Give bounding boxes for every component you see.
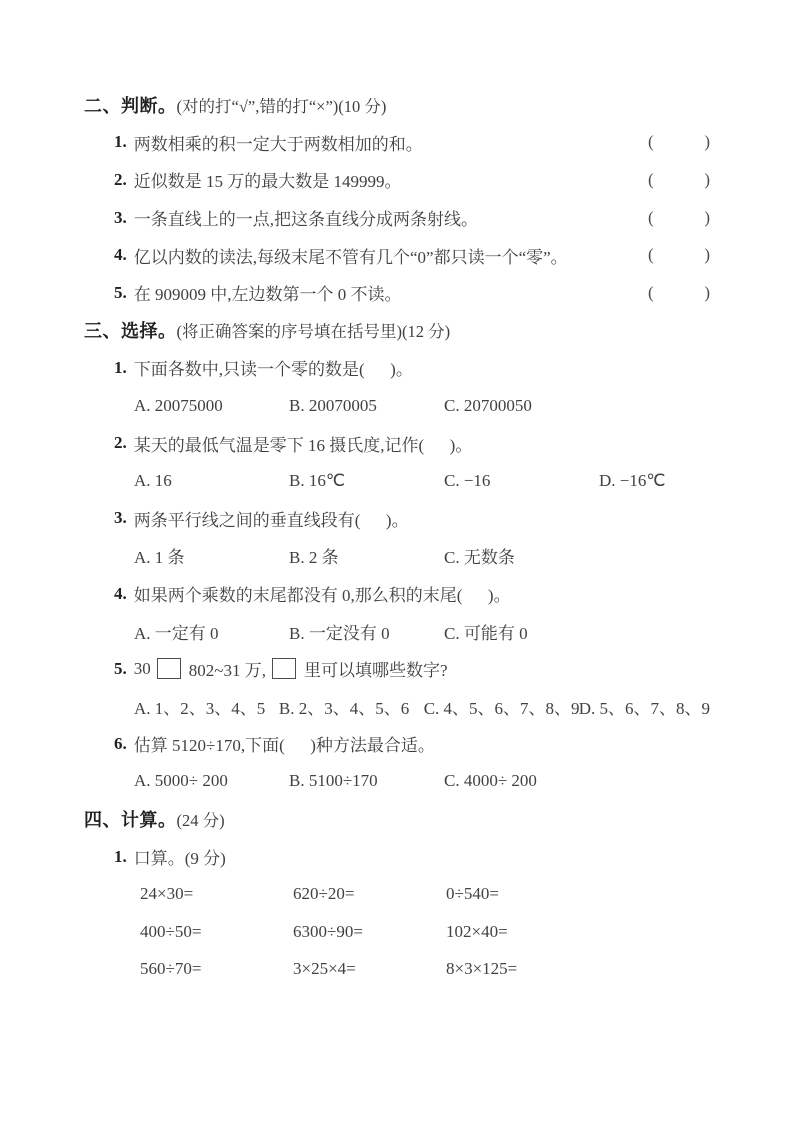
bracket-open: ( — [648, 169, 654, 189]
choice-item-3-options — [84, 537, 710, 575]
judge-section-heading — [84, 86, 710, 124]
bracket-open: ( — [648, 207, 654, 227]
bracket-close: ) — [704, 207, 710, 227]
item-number: 1. — [114, 132, 127, 152]
judge-section-title: 二、判断。 — [84, 95, 177, 116]
option-a: A. 20075000 — [134, 395, 223, 415]
option-b: B. 20070005 — [289, 395, 377, 415]
choice-item-4-options — [84, 612, 710, 650]
option-c: C. 无数条 — [444, 548, 515, 568]
item-text-part1: 30 — [133, 658, 151, 678]
bracket-close: ) — [704, 169, 710, 189]
option-b: B. 2、3、4、5、6 — [278, 698, 410, 718]
choice-item-2 — [84, 424, 710, 462]
calc-problem: 3×25×4= — [293, 959, 356, 979]
bracket-open: ( — [648, 282, 654, 302]
calc-problem: 8×3×125= — [446, 959, 518, 979]
item-number: 6. — [114, 733, 127, 753]
option-a: A. 16 — [134, 470, 172, 490]
choice-section-subtitle: (将正确答案的序号填在括号里)(12 分) — [176, 322, 451, 342]
calc-problem: 24×30= — [140, 884, 194, 904]
option-a: A. 1、2、3、4、5 — [134, 698, 266, 718]
option-a: A. 1 条 — [134, 548, 185, 568]
calc-problem: 0÷540= — [446, 884, 499, 904]
oral-calc-row-3 — [84, 951, 710, 989]
choice-item-6-options — [84, 763, 710, 801]
item-number: 5. — [114, 658, 127, 678]
judge-item-3 — [84, 199, 710, 237]
bracket-open: ( — [648, 245, 654, 265]
item-text: 两数相乘的积一定大于两数相加的和。 — [133, 134, 423, 154]
item-text: 两条平行线之间的垂直线段有( )。 — [133, 510, 409, 530]
answer-bracket-pair — [648, 170, 710, 190]
item-text: 下面各数中,只读一个零的数是( )。 — [133, 360, 413, 380]
bracket-close: ) — [704, 245, 710, 265]
judge-item-1 — [84, 124, 710, 162]
item-number: 4. — [114, 245, 127, 265]
item-number: 4. — [114, 583, 127, 603]
item-text: 口算。(9 分) — [133, 849, 226, 869]
choice-item-6 — [84, 725, 710, 763]
choice-section-title: 三、选择。 — [84, 321, 177, 342]
item-text: 如果两个乘数的末尾都没有 0,那么积的末尾( )。 — [133, 586, 511, 606]
item-text: 某天的最低气温是零下 16 摄氏度,记作( )。 — [133, 435, 473, 455]
judge-item-4 — [84, 236, 710, 274]
judge-item-5 — [84, 274, 710, 312]
item-text: 一条直线上的一点,把这条直线分成两条射线。 — [133, 210, 478, 230]
answer-bracket-pair — [648, 132, 710, 152]
blank-box — [272, 658, 296, 679]
section-choice — [84, 312, 710, 801]
option-c: C. 4000÷ 200 — [444, 771, 537, 791]
calc-section-subtitle: (24 分) — [176, 811, 225, 831]
answer-bracket-pair — [648, 245, 710, 265]
section-calc — [84, 800, 710, 988]
choice-item-2-options — [84, 462, 710, 500]
bracket-close: ) — [704, 282, 710, 302]
item-text: 亿以内数的读法,每级末尾不管有几个“0”都只读一个“零”。 — [133, 247, 568, 267]
judge-section-subtitle: (对的打“√”,错的打“×”)(10 分) — [176, 96, 387, 116]
option-b: B. 5100÷170 — [289, 771, 378, 791]
choice-section-heading — [84, 312, 710, 350]
item-number: 3. — [114, 207, 127, 227]
choice-item-5-options — [84, 688, 710, 726]
option-c: C. 可能有 0 — [444, 623, 528, 643]
option-d: D. −16℃ — [599, 470, 666, 490]
item-text-part2: 802~31 万, — [188, 661, 266, 681]
bracket-close: ) — [704, 132, 710, 152]
calc-problem: 560÷70= — [140, 959, 202, 979]
section-judge — [84, 86, 710, 312]
oral-calc-row-2 — [84, 913, 710, 951]
item-number: 2. — [114, 169, 127, 189]
item-text: 在 909009 中,左边数第一个 0 不读。 — [133, 285, 402, 305]
choice-item-3 — [84, 500, 710, 538]
calc-sub1-heading — [84, 838, 710, 876]
option-b: B. 一定没有 0 — [289, 623, 390, 643]
item-number: 2. — [114, 433, 127, 453]
option-a: A. 5000÷ 200 — [134, 771, 228, 791]
answer-bracket-pair — [648, 208, 710, 228]
calc-section-title: 四、计算。 — [84, 810, 177, 831]
bracket-open: ( — [648, 132, 654, 152]
item-number: 5. — [114, 282, 127, 302]
item-number: 1. — [114, 846, 127, 866]
item-text: 近似数是 15 万的最大数是 149999。 — [133, 172, 402, 192]
option-b: B. 2 条 — [289, 548, 339, 568]
option-a: A. 一定有 0 — [134, 623, 219, 643]
option-c: C. 4、5、6、7、8、9 — [423, 698, 580, 718]
calc-problem: 6300÷90= — [293, 921, 363, 941]
item-text-part3: 里可以填哪些数字? — [303, 661, 448, 681]
choice-item-4 — [84, 575, 710, 613]
option-b: B. 16℃ — [289, 470, 345, 490]
choice-item-1-options — [84, 387, 710, 425]
oral-calc-row-1 — [84, 875, 710, 913]
answer-bracket-pair — [648, 283, 710, 303]
option-c: C. −16 — [444, 470, 491, 490]
choice-item-5 — [84, 650, 710, 688]
calc-section-heading — [84, 800, 710, 838]
calc-problem: 400÷50= — [140, 921, 202, 941]
calc-problem: 620÷20= — [293, 884, 355, 904]
judge-item-2 — [84, 161, 710, 199]
item-number: 3. — [114, 508, 127, 528]
option-c: C. 20700050 — [444, 395, 532, 415]
option-d: D. 5、6、7、8、9 — [578, 698, 710, 718]
item-text: 估算 5120÷170,下面( )种方法最合适。 — [133, 736, 435, 756]
choice-item-1 — [84, 349, 710, 387]
item-number: 1. — [114, 357, 127, 377]
blank-box — [157, 658, 181, 679]
calc-problem: 102×40= — [446, 921, 508, 941]
